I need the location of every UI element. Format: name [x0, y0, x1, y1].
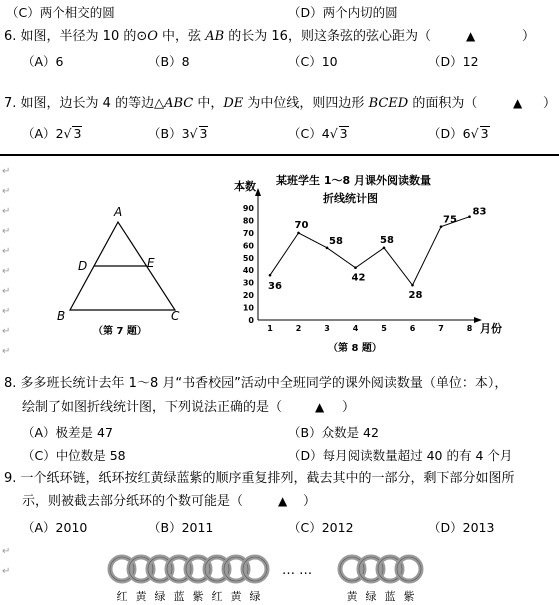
q8-answer-marker: ▲ — [315, 400, 325, 414]
y-tick-label: 0 — [248, 316, 254, 325]
q7-option-c-radicand: 3 — [339, 126, 348, 141]
ring-color-label: 黄 — [135, 590, 147, 603]
q7-option-d-radicand: 3 — [480, 126, 489, 141]
q7-option-b-radicand: 3 — [199, 126, 208, 141]
question-6 — [4, 29, 431, 45]
data-label: 36 — [268, 281, 282, 293]
q9-number: 9. — [4, 471, 17, 486]
q8-option-a: （A）极差是 47 — [22, 425, 113, 440]
return-mark: ↵ — [2, 566, 11, 577]
return-mark: ↵ — [2, 266, 11, 277]
q6-text-a: 如图，半径为 10 的⊙ — [20, 29, 148, 44]
q7-text-d: 的面积为（ — [408, 96, 478, 111]
ring-color-label: 绿 — [365, 590, 377, 603]
ring-color-label: 红 — [116, 590, 128, 603]
ring-color-label: 紫 — [403, 590, 415, 603]
return-mark: ↵ — [2, 346, 11, 357]
q7-triangle-abc: ABC — [164, 96, 194, 111]
x-tick-label: 6 — [409, 324, 416, 333]
q7-text-a: 如图，边长为 4 的等边△ — [20, 96, 165, 111]
label-a: A — [114, 205, 123, 219]
q6-option-c: （C）10 — [288, 54, 338, 69]
ring-color-label: 黄 — [346, 590, 358, 603]
x-tick-label: 1 — [267, 324, 273, 333]
return-mark: ↵ — [2, 306, 11, 317]
y-tick-label: 60 — [242, 241, 254, 251]
data-label: 28 — [408, 290, 423, 302]
chart-subtitle: 折线统计图 — [323, 192, 378, 205]
q9-line-1: 一个纸环链，纸环按红黄绿蓝紫的顺序重复排列，截去其中的一部分，剩下部分如图所 — [20, 471, 515, 486]
return-mark: ↵ — [2, 286, 11, 297]
ring-color-label: 绿 — [249, 590, 261, 603]
return-mark: ↵ — [2, 186, 11, 197]
y-tick-label: 40 — [242, 266, 254, 276]
q6-chord-ab: AB — [205, 29, 225, 44]
x-tick-label: 7 — [438, 324, 444, 333]
y-tick-label: 50 — [242, 253, 254, 263]
y-tick-label: 90 — [242, 204, 254, 213]
q7-quad-bced: BCED — [368, 96, 409, 111]
data-point — [468, 215, 471, 218]
y-tick-label: 70 — [242, 228, 254, 238]
q8-option-c: （C）中位数是 58 — [22, 448, 126, 463]
q7-option-d: （D）6√ 3 — [428, 126, 489, 141]
data-point — [326, 247, 329, 250]
q7-option-c: （C）4√ 3 — [288, 126, 348, 141]
q8-close-paren: ） — [342, 400, 356, 415]
q9-line-2: 示，则被截去部分纸环的个数可能是（ — [22, 494, 244, 509]
q7-option-d-label: （D） — [428, 126, 463, 141]
question-9 — [4, 471, 515, 487]
ring-color-label: 蓝 — [173, 590, 185, 603]
data-label: 70 — [294, 219, 309, 231]
q6-text-c: 的长为 16，则这条弦的弦心距为（ — [224, 29, 431, 44]
q7-text-c: 为中位线，则四边形 — [243, 96, 369, 111]
q6-text-b: 中，弦 — [157, 29, 206, 44]
q8-number: 8. — [4, 376, 17, 391]
q9-close-paren: ） — [303, 494, 317, 509]
figure-7-caption: （第 7 题） — [93, 326, 147, 337]
figure-8-line-chart — [228, 168, 528, 358]
q7-option-b-coef: 3 — [181, 126, 190, 141]
prev-option-d: （D）两个内切的圆 — [288, 5, 398, 20]
q6-answer-marker: ▲ — [466, 29, 476, 43]
data-label: 83 — [472, 206, 487, 218]
q6-number: 6. — [4, 29, 17, 44]
x-axis-label: 月份 — [480, 322, 502, 335]
prev-option-c: （C）两个相交的圆 — [6, 5, 115, 20]
q7-answer-marker: ▲ — [513, 96, 523, 110]
label-b: B — [57, 309, 66, 323]
ring-color-label: 黄 — [230, 590, 242, 603]
q7-text-b: 中， — [193, 96, 224, 111]
paper-ring-chain — [100, 548, 415, 605]
q9-answer-marker: ▲ — [278, 494, 288, 508]
q6-option-b: （B）8 — [148, 54, 190, 69]
data-label: 75 — [443, 214, 457, 226]
y-axis-label: 本数 — [234, 180, 256, 193]
q7-segment-de: DE — [223, 96, 244, 111]
return-mark: ↵ — [2, 246, 11, 257]
data-label: 42 — [351, 272, 366, 284]
data-point — [354, 266, 357, 269]
q9-option-a: （A）2010 — [22, 520, 88, 535]
q7-option-c-label: （C） — [288, 126, 322, 141]
q9-option-c: （C）2012 — [288, 520, 354, 535]
q9-option-b: （B）2011 — [148, 520, 214, 535]
q6-option-a: （A）6 — [22, 54, 64, 69]
return-mark: ↵ — [2, 226, 11, 237]
question-7 — [4, 96, 477, 112]
ring-color-label: 紫 — [192, 590, 204, 603]
section-divider — [0, 154, 559, 156]
q8-option-d: （D）每月阅读数量超过 40 的有 4 个月 — [288, 448, 513, 463]
x-tick-label: 2 — [295, 324, 302, 333]
q7-option-a-radicand: 3 — [73, 126, 82, 141]
q6-close-paren: ） — [522, 29, 536, 44]
y-tick-label: 80 — [242, 216, 254, 226]
data-label: 58 — [329, 235, 343, 247]
q8-line-1: 多多班长统计去年 1～8 月“书香校园”活动中全班同学的课外阅读数量（单位：本）， — [20, 376, 508, 391]
q7-option-d-coef: 6 — [462, 126, 471, 141]
ring-color-label: 红 — [211, 590, 223, 603]
q7-option-b-label: （B） — [148, 126, 182, 141]
q7-option-a-coef: 2 — [55, 126, 64, 141]
label-d: D — [78, 259, 88, 273]
q8-option-b: （B）众数是 42 — [288, 425, 379, 440]
q7-number: 7. — [4, 96, 17, 111]
return-mark: ↵ — [2, 326, 11, 337]
data-point — [411, 284, 414, 287]
q7-close-paren: ） — [543, 96, 557, 111]
y-tick-label: 10 — [242, 303, 254, 313]
chain-ellipsis: … … — [282, 563, 313, 578]
label-c: C — [171, 309, 180, 323]
data-point — [383, 247, 386, 250]
data-point — [440, 225, 443, 228]
ring-color-label: 绿 — [154, 590, 166, 603]
q8-line-2: 绘制了如图折线统计图，下列说法正确的是（ — [22, 400, 283, 415]
question-8 — [4, 376, 507, 392]
x-tick-label: 3 — [324, 324, 330, 333]
q7-option-b: （B）3√ 3 — [148, 126, 208, 141]
data-label: 58 — [380, 234, 394, 246]
x-tick-label: 8 — [466, 324, 473, 333]
q9-option-d: （D）2013 — [428, 520, 495, 535]
figure-7 — [50, 200, 200, 340]
q6-option-d: （D）12 — [428, 54, 479, 69]
label-e: E — [147, 256, 155, 270]
x-tick-label: 4 — [352, 324, 359, 333]
q7-option-a: （A）2√ 3 — [22, 126, 82, 141]
data-point — [269, 274, 272, 277]
x-tick-label: 5 — [381, 324, 387, 333]
figure-8-caption: （第 8 题） — [328, 343, 382, 354]
data-point — [297, 232, 300, 235]
return-mark: ↵ — [2, 206, 11, 217]
return-mark: ↵ — [2, 166, 11, 177]
q6-circle-o: O — [147, 29, 158, 44]
y-tick-label: 30 — [242, 278, 254, 288]
chart-title: 某班学生 1～8 月课外阅读数量 — [276, 174, 431, 187]
return-mark: ↵ — [2, 546, 11, 557]
ring-color-label: 蓝 — [384, 590, 396, 603]
y-tick-label: 20 — [242, 291, 254, 301]
q7-option-c-coef: 4 — [321, 126, 330, 141]
q7-option-a-label: （A） — [22, 126, 56, 141]
